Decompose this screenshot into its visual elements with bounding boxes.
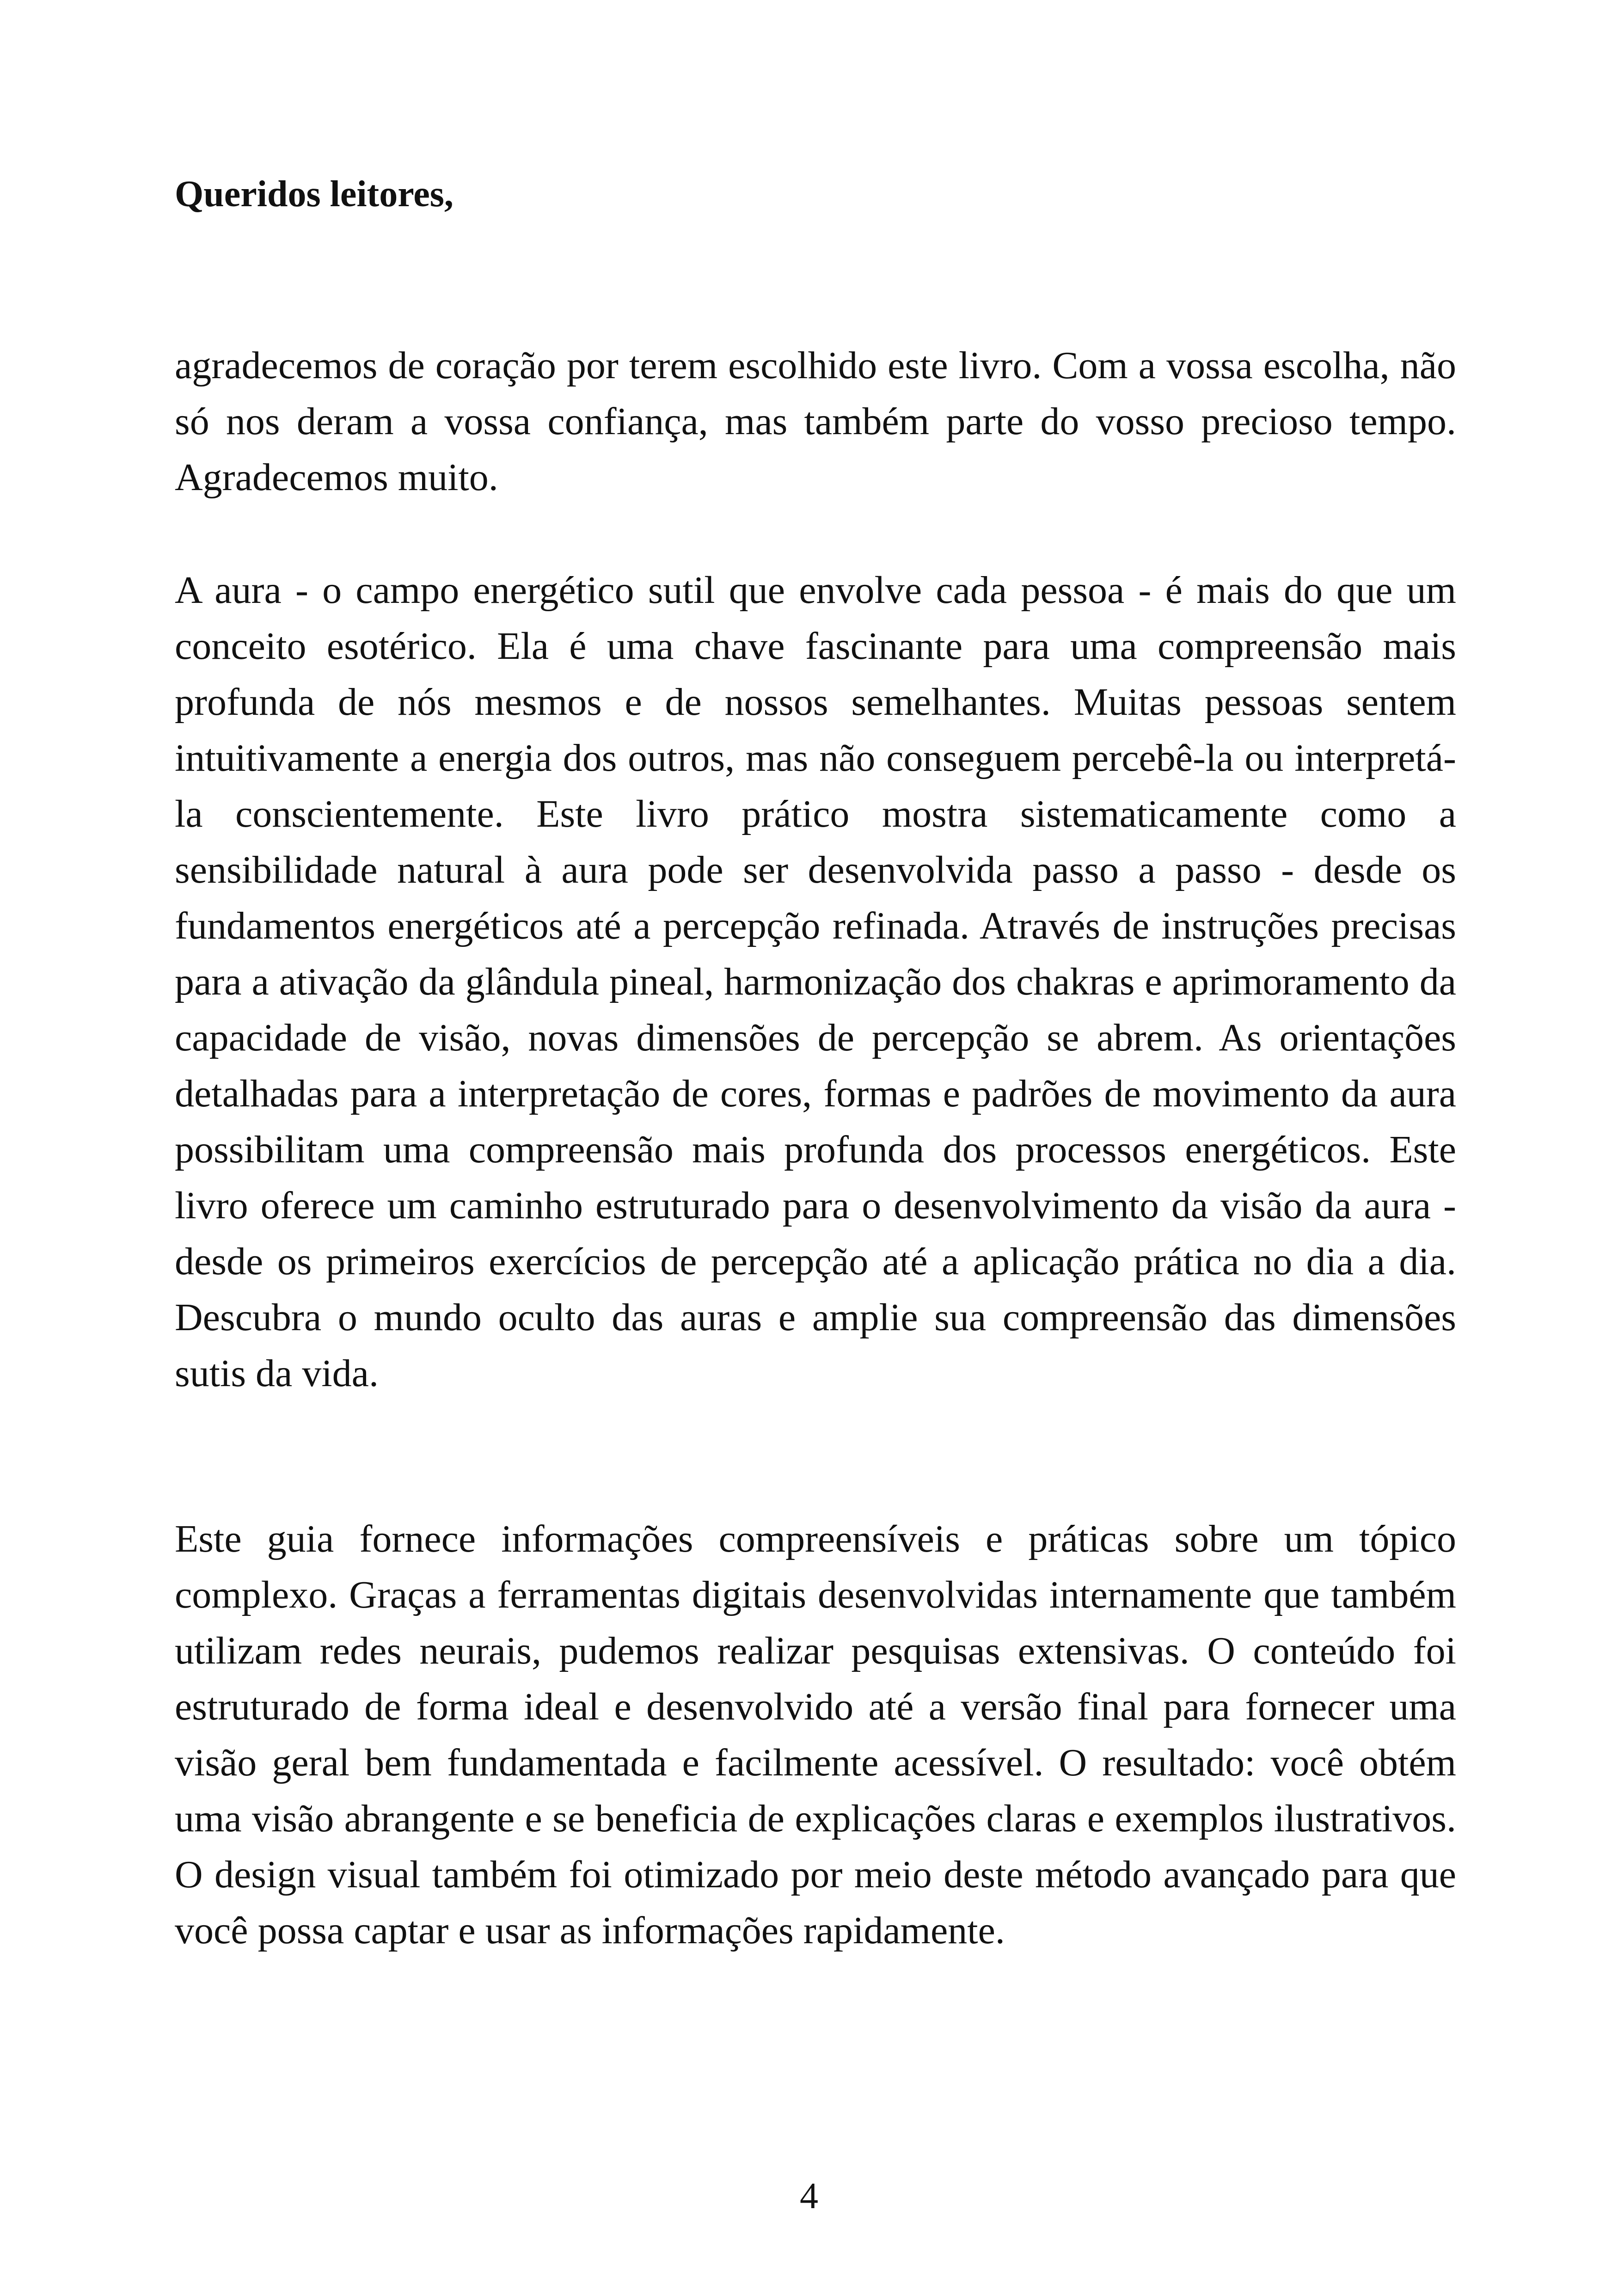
paragraph-aura: A aura - o campo energético sutil que envolve cada pessoa - é mais do que um conceito esotérico. Ela é uma chave fascinante para uma compreensão mais profunda de nós mesmos e de nossos semelhantes. Muitas pessoas sentem intuitivamente a energia dos outros, mas não conseguem percebê-la ou interpretá-la conscientemente. Este livro prático mostra sistematicamente como a sensibilidade natural à aura pode ser desenvolvida passo a passo - desde os fundamentos energéticos até a percepção refinada. Através de instruções precisas para a ativação da glândula pineal, harmonização dos chakras e aprimoramento da capacidade de visão, novas dimensões de percepção se abrem. As orientações detalhadas para a interpretação de cores, formas e padrões de movimento da aura possibilitam uma compreensão mais profunda dos processos energéticos. Este livro oferece um caminho estruturado para o desenvolvimento da visão da aura - desde os primeiros exercícios de percepção até a aplicação prática no dia a dia. Descubra o mundo oculto das auras e amplie sua compreensão das dimensões sutis da vida. [175, 569, 1456, 1395]
salutation-heading: Queridos leitores, [175, 174, 454, 215]
page-number: 4 [800, 2176, 818, 2216]
paragraph-thanks: agradecemos de coração por terem escolhido este livro. Com a vossa escolha, não só nos deram a vossa confiança, mas também parte do vosso precioso tempo. Agradecemos muito. [175, 344, 1456, 499]
paragraph-guide: Este guia fornece informações compreensíveis e práticas sobre um tópico complexo. Graças a ferramentas digitais desenvolvidas internamente que também utilizam redes neurais, pudemos realizar pesquisas extensivas. O conteúdo foi estruturado de forma ideal e desenvolvido até a versão final para fornecer uma visão geral bem fundamentada e facilmente acessível. O resultado: você obtém uma visão abrangente e se beneficia de explicações claras e exemplos ilustrativos. O design visual também foi otimizado por meio deste método avançado para que você possa captar e usar as informações rapidamente. [175, 1517, 1456, 1952]
